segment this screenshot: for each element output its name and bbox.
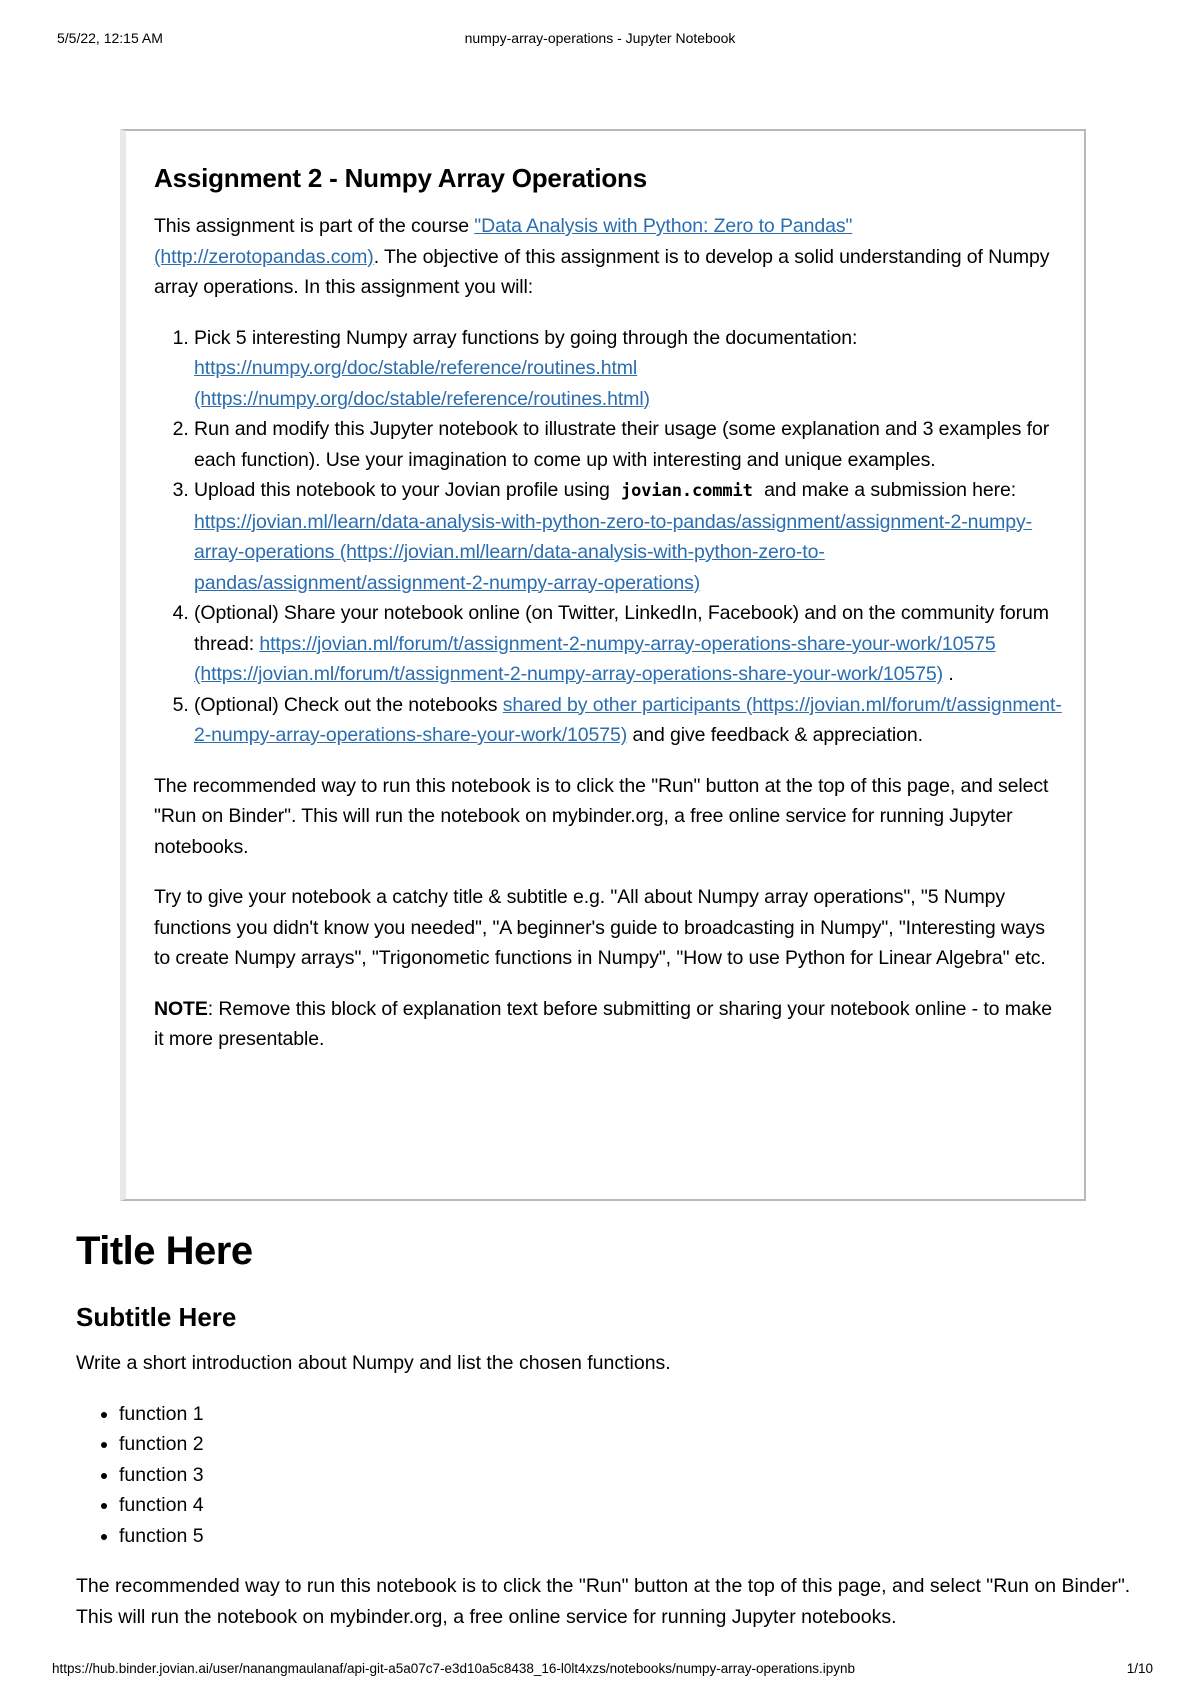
list-item: • function 4 xyxy=(119,1490,1136,1521)
note-text: : Remove this block of explanation text before submitting or sharing your notebook online - to make it more presentable. xyxy=(154,997,1053,1050)
intro-text-post: . The objective of this assignment is to develop a solid understanding of Numpy array operations. In this assignment you will: xyxy=(154,245,1050,298)
step-3-text: Upload this notebook to your Jovian profile using xyxy=(194,479,616,501)
numpy-docs-link[interactable]: https://numpy.org/doc/stable/reference/routines.html (https://numpy.org/doc/stable/reference/routines.html) xyxy=(194,357,650,410)
notebook-content xyxy=(76,1228,1136,1652)
forum-thread-link[interactable]: https://jovian.ml/forum/t/assignment-2-numpy-array-operations-share-your-work/10575 (https://jovian.ml/forum/t/assignment-2-numpy-array-operations-share-your-work/10575) xyxy=(194,632,996,685)
print-footer xyxy=(0,1661,1200,1679)
submission-link[interactable]: https://jovian.ml/learn/data-analysis-with-python-zero-to-pandas/assignment/assignment-2-numpy-array-operations (https://jovian.ml/learn/data-analysis-with-python-zero-to-pandas/assignment/assignment-2-numpy-array-operations) xyxy=(194,510,1033,594)
assignment-markdown-cell xyxy=(120,129,1086,1201)
list-item: • function 5 xyxy=(119,1521,1136,1552)
run-note: The recommended way to run this notebook is to click the "Run" button at the top of this page, and select "Run on Binder". This will run the notebook on mybinder.org, a free online service for running Jupyter notebooks. xyxy=(154,774,1049,858)
step-4-text: (Optional) Share your notebook online (on Twitter, LinkedIn, Facebook) and on the community forum thread: xyxy=(194,602,1049,655)
print-url: https://hub.binder.jovian.ai/user/nanangmaulanaf/api-git-a5a07c7-e3d10a5c8438_16-l0lt4xzs/notebooks/numpy-array-operations.ipynb xyxy=(52,1661,856,1676)
list-item: • function 1 xyxy=(119,1399,1136,1430)
intro-text-pre: This assignment is part of the course xyxy=(154,215,475,237)
step-item xyxy=(194,598,1062,690)
title-tip: Try to give your notebook a catchy title & subtitle e.g. "All about Numpy array operations", "5 Numpy functions you didn't know you needed", "A beginner's guide to broadcasting in Numpy", "Interesting ways to create Numpy arrays", "Trigonometic functions in Numpy", "How to use Python for Linear Algebra" etc. xyxy=(154,886,1046,969)
list-item: • function 3 xyxy=(119,1460,1136,1491)
assignment-content xyxy=(154,161,1062,1075)
notebook-run-note: The recommended way to run this notebook is to click the "Run" button at the top of this page, and select "Run on Binder". This will run the notebook on mybinder.org, a free online service for running Jupyter notebooks. xyxy=(76,1575,1131,1628)
note-label: NOTE xyxy=(154,997,208,1020)
step-item xyxy=(194,323,1062,415)
notebook-subtitle: Subtitle Here xyxy=(76,1302,237,1332)
print-header xyxy=(0,30,1200,48)
jovian-commit-code: jovian.commit xyxy=(621,481,753,501)
step-item xyxy=(194,414,1062,475)
assignment-steps xyxy=(154,323,1062,751)
notebook-title: Title Here xyxy=(76,1229,253,1273)
step-5-text: (Optional) Check out the notebooks xyxy=(194,693,503,716)
function-list xyxy=(76,1399,1136,1552)
step-4-post-text: . xyxy=(943,663,954,685)
step-item xyxy=(194,475,1062,598)
print-title: numpy-array-operations - Jupyter Notebook xyxy=(464,30,736,46)
list-item: • function 2 xyxy=(119,1429,1136,1460)
page-number: 1/10 xyxy=(1126,1661,1153,1676)
assignment-intro xyxy=(154,211,1062,303)
step-item xyxy=(194,690,1062,751)
assignment-heading: Assignment 2 - Numpy Array Operations xyxy=(154,163,647,193)
course-link[interactable]: "Data Analysis with Python: Zero to Pandas" (http://zerotopandas.com) xyxy=(154,215,853,268)
notebook-intro: Write a short introduction about Numpy and list the chosen functions. xyxy=(76,1352,671,1374)
step-3-mid-text: and make a submission here: xyxy=(758,479,1017,501)
note-paragraph xyxy=(154,994,1062,1055)
step-1-text: Pick 5 interesting Numpy array functions by going through the documentation: xyxy=(194,326,858,349)
shared-notebooks-link[interactable]: shared by other participants (https://jovian.ml/forum/t/assignment-2-numpy-array-operations-share-your-work/10575) xyxy=(194,693,1062,746)
print-date: 5/5/22, 12:15 AM xyxy=(57,30,163,46)
step-5-post-text: and give feedback & appreciation. xyxy=(627,724,923,746)
step-2-text: Run and modify this Jupyter notebook to illustrate their usage (some explanation and 3 examples for each function). Use your imagination to come up with interesting and unique examples. xyxy=(194,418,1050,471)
